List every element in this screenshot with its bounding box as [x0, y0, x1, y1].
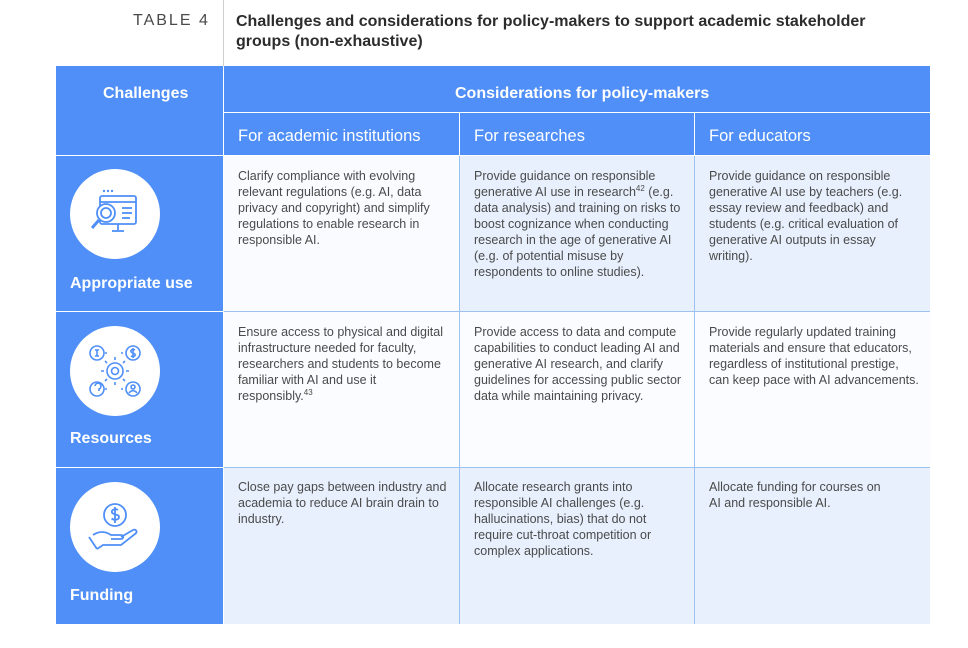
row-label-resources: Resources: [70, 430, 152, 447]
cell-text: Provide access to data and compute capabilities to conduct leading AI and generative AI research, and clarify guidelines for accessing public sector data while maintaining privacy.: [474, 325, 682, 403]
magnifier-monitor-icon: [70, 169, 160, 259]
subheader-educators: For educators: [709, 127, 811, 145]
header-challenges-cell: [56, 66, 223, 155]
grid-line: [224, 311, 930, 312]
cell-text: Allocate funding for courses on AI and responsible AI.: [709, 480, 881, 510]
cell-text: Provide guidance on responsible generative AI use by teachers (e.g. essay review and feedback) and students (e.g. critical evaluation of generative AI outputs in essay writing).: [709, 169, 903, 263]
cell-text: Clarify compliance with evolving relevant regulations (e.g. AI, data privacy and copyright) and simplify regulations to enable research in responsible AI.: [238, 169, 430, 247]
hand-coin-icon: [70, 482, 160, 572]
row-label-funding: Funding: [70, 587, 134, 604]
header-divider: [223, 0, 224, 66]
header-challenges: Challenges: [103, 85, 189, 102]
footnote-ref: 42: [635, 183, 645, 193]
table-label: TABLE 4: [133, 12, 210, 29]
cell-text: Ensure access to physical and digital infrastructure needed for faculty, researchers and students to become familiar with AI and use it responsibly.$^{43}$: [238, 325, 443, 403]
grid-line: [459, 156, 460, 624]
subheader-institutions: For academic institutions: [238, 127, 421, 145]
subheader-researches: For researches: [474, 127, 585, 145]
header-considerations: Considerations for policy-makers: [455, 85, 710, 102]
policy-table: [56, 66, 930, 624]
cell-text: Allocate research grants into responsible AI challenges (e.g. hallucinations, bias) that do not require cut-throat competition or complex applications.: [474, 480, 652, 558]
grid-line: [224, 467, 930, 468]
cell-text: Close pay gaps between industry and academia to reduce AI brain drain to industry.: [238, 480, 447, 526]
cell-text: Provide guidance on responsible generative AI use in research$^{42}$ (e.g. data analysis) and training on risks to boost cognizance when conducting research in the age of generative AI (e.g. of potential misuse by respondents to online studies).: [474, 169, 681, 279]
row-label-appropriate-use: Appropriate use: [70, 275, 193, 292]
gear-resources-icon: [70, 326, 160, 416]
cell-text: Provide regularly updated training materials and ensure that educators, regardless of institutional prestige, can keep pace with AI advancements.: [709, 325, 919, 387]
footnote-ref: 43: [303, 387, 313, 397]
table-title: Challenges and considerations for policy-makers to support academic stakeholder groups (non-exhaustive): [236, 13, 866, 50]
grid-line: [694, 156, 695, 624]
